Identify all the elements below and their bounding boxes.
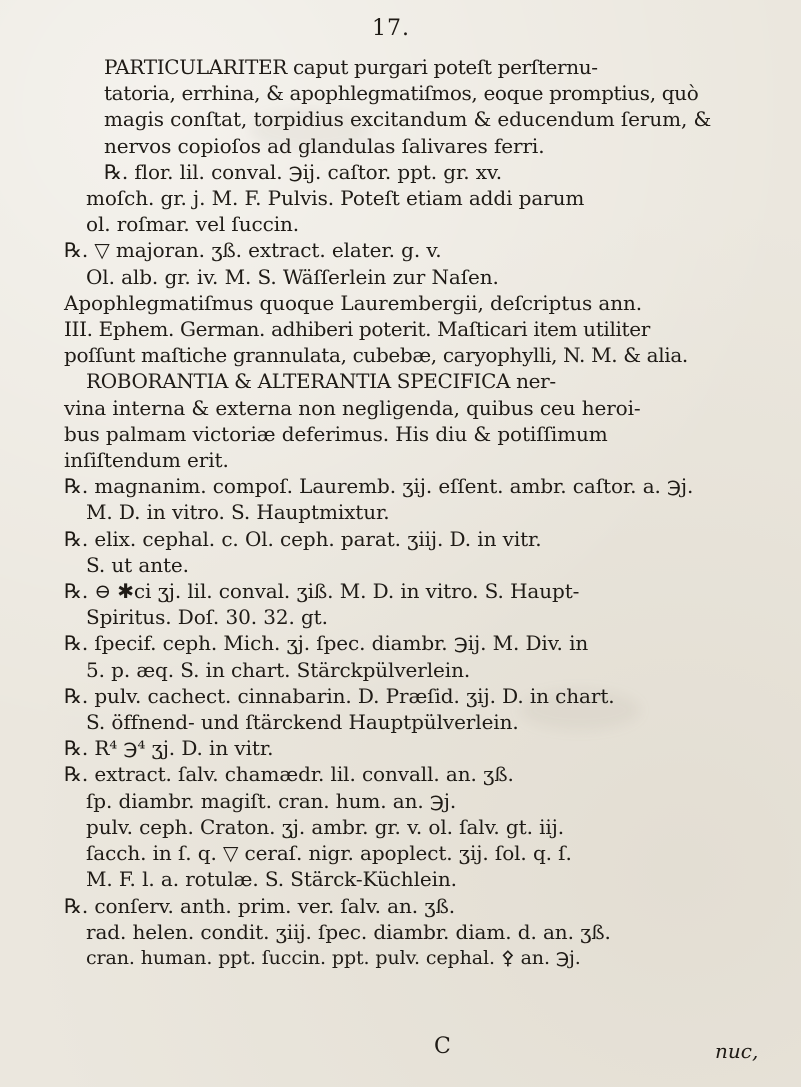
text-line: ℞. elix. cephal. c. Ol. ceph. parat. ʒiij. D. in vitr. bbox=[64, 526, 542, 551]
text-line: vina interna & externa non negligenda, quibus ceu heroi- bbox=[64, 395, 641, 420]
text-line: Ol. alb. gr. iv. M. S. Wäſſerlein zur Naſen. bbox=[86, 264, 499, 289]
text-line: pulv. ceph. Craton. ʒj. ambr. gr. v. ol. ſalv. gt. iij. bbox=[86, 814, 565, 839]
text-line: ℞. magnanim. compoſ. Lauremb. ʒij. eſſent. ambr. caſtor. a. ℈j. bbox=[64, 474, 694, 499]
text-line: rad. helen. condit. ʒiij. ſpec. diambr. diam. d. an. ʒß. bbox=[86, 919, 611, 944]
text-line: PARTICULARITER caput purgari poteſt perſternu- bbox=[104, 55, 598, 79]
text-line: nervos copioſos ad glandulas ſalivares ferri. bbox=[104, 133, 545, 158]
signature-mark: C bbox=[434, 1034, 451, 1059]
text-line: bus palmam victoriæ deferimus. His diu & potiſſimum bbox=[64, 421, 608, 446]
text-line: ROBORANTIA & ALTERANTIA SPECIFICA ner- bbox=[86, 369, 556, 394]
text-line: ℞. flor. lil. conval. ℈ij. caſtor. ppt. gr. xv. bbox=[104, 159, 502, 184]
text-line: Spiritus. Doſ. 30. 32. gt. bbox=[86, 605, 328, 630]
text-line: tatoria, errhina, & apophlegmatiſmos, eoque promptius, quò bbox=[104, 81, 699, 106]
text-line: ℞. pulv. cachect. cinnabarin. D. Præſid. ʒij. D. in chart. bbox=[64, 683, 615, 708]
text-line: ℞. R⁴ ℈⁴ ʒj. D. in vitr. bbox=[64, 736, 274, 761]
text-line: S. öffnend- und ſtärckend Hauptpülverlein. bbox=[86, 710, 519, 735]
text-line: M. D. in vitro. S. Hauptmixtur. bbox=[86, 500, 390, 525]
text-line: ſacch. in ſ. q. ▽ ceraſ. nigr. apoplect. ʒij. ſol. q. ſ. bbox=[86, 841, 572, 866]
text-line: M. F. l. a. rotulæ. S. Stärck-Küchlein. bbox=[86, 867, 457, 892]
text-line: magis conſtat, torpidius excitandum & educendum ſerum, & bbox=[104, 107, 712, 132]
text-line: ℞. ſpecif. ceph. Mich. ʒj. ſpec. diambr. ℈ij. M. Div. in bbox=[64, 631, 589, 656]
text-line: cran. human. ppt. ſuccin. ppt. pulv. cephal. ⚴ an. ℈j. bbox=[86, 946, 581, 969]
text-line: III. Ephem. German. adhiberi poterit. Maſticari item utiliter bbox=[64, 317, 650, 342]
text-line: poſſunt maſtiche grannulata, cubebæ, caryophylli, N. M. & alia. bbox=[64, 343, 688, 368]
catchword: nuc, bbox=[715, 1039, 759, 1063]
text-line: ℞. conſerv. anth. prim. ver. ſalv. an. ʒß. bbox=[64, 893, 455, 918]
text-line: 5. p. æq. S. in chart. Stärckpülverlein. bbox=[86, 657, 471, 682]
text-line: inſiſtendum erit. bbox=[64, 448, 229, 473]
text-line: ſp. diambr. magiſt. cran. hum. an. ℈j. bbox=[86, 788, 457, 813]
page-number: 17. bbox=[372, 16, 410, 41]
text-line: S. ut ante. bbox=[86, 552, 189, 577]
text-line: ol. roſmar. vel ſuccin. bbox=[86, 212, 300, 237]
text-line: ℞. extract. ſalv. chamædr. lil. convall. an. ʒß. bbox=[64, 762, 514, 787]
page-text bbox=[42, 54, 781, 971]
text-line: ℞. ⊖ ✱ci ʒj. lil. conval. ʒiß. M. D. in vitro. S. Haupt- bbox=[64, 579, 580, 604]
text-line: Apophlegmatiſmus quoque Laurembergii, deſcriptus ann. bbox=[64, 290, 643, 315]
text-line: ℞. ▽ majoran. ʒß. extract. elater. g. v. bbox=[64, 238, 442, 263]
text-line: moſch. gr. j. M. F. Pulvis. Poteſt etiam addi parum bbox=[86, 186, 585, 211]
